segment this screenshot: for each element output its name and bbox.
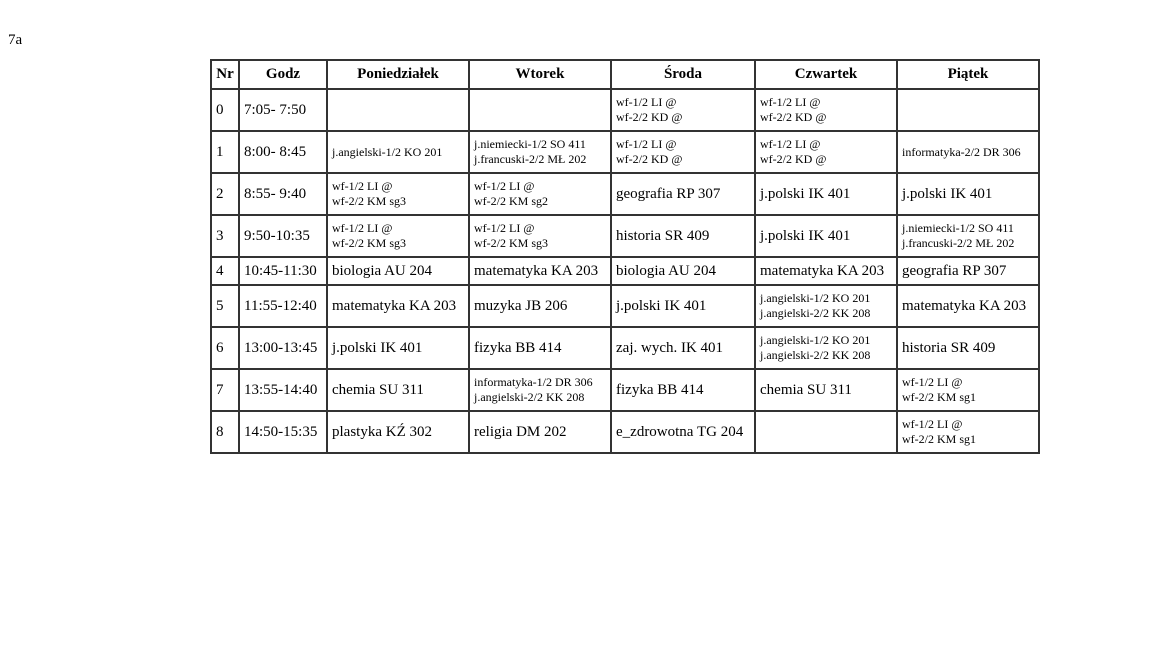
- table-row: [211, 215, 1039, 257]
- lesson-entry: j.francuski-2/2 MŁ 202: [902, 236, 1015, 250]
- lesson-time: 7:05- 7:50: [239, 89, 327, 131]
- lesson-entry: j.polski IK 401: [332, 339, 423, 356]
- lesson-cell-thursday: [755, 285, 897, 327]
- class-title: 7a: [8, 32, 23, 48]
- lesson-cell-monday: [327, 173, 469, 215]
- lesson-cell-thursday: [755, 173, 897, 215]
- header-monday: Poniedziałek: [327, 60, 469, 89]
- lesson-entry: wf-1/2 LI @: [474, 179, 535, 193]
- lesson-cell-thursday: [755, 131, 897, 173]
- lesson-entry: muzyka JB 206: [474, 297, 568, 314]
- lesson-entry: geografia RP 307: [902, 262, 1007, 279]
- header-nr: Nr: [211, 60, 239, 89]
- lesson-entry: wf-1/2 LI @: [902, 375, 963, 389]
- table-row: [211, 89, 1039, 131]
- lesson-number: 4: [211, 257, 239, 285]
- lesson-time: 13:00-13:45: [239, 327, 327, 369]
- lesson-entry: j.niemiecki-1/2 SO 411: [902, 221, 1014, 235]
- lesson-cell-friday: [897, 411, 1039, 453]
- lesson-time: 10:45-11:30: [239, 257, 327, 285]
- lesson-entry: e_zdrowotna TG 204: [616, 423, 744, 440]
- lesson-cell-friday: [897, 257, 1039, 285]
- lesson-time: 8:55- 9:40: [239, 173, 327, 215]
- lesson-cell-tuesday: [469, 257, 611, 285]
- lesson-cell-thursday: [755, 411, 897, 453]
- lesson-cell-wednesday: [611, 257, 755, 285]
- lesson-cell-thursday: [755, 215, 897, 257]
- lesson-entry: matematyka KA 203: [474, 262, 599, 279]
- lesson-number: 2: [211, 173, 239, 215]
- lesson-cell-wednesday: [611, 285, 755, 327]
- lesson-cell-tuesday: [469, 327, 611, 369]
- lesson-time: 8:00- 8:45: [239, 131, 327, 173]
- lesson-cell-monday: [327, 131, 469, 173]
- lesson-cell-friday: [897, 131, 1039, 173]
- lesson-entry: wf-1/2 LI @: [616, 137, 677, 151]
- lesson-entry: wf-2/2 KD @: [616, 110, 683, 124]
- lesson-cell-monday: [327, 215, 469, 257]
- header-tuesday: Wtorek: [469, 60, 611, 89]
- lesson-entry: biologia AU 204: [332, 262, 432, 279]
- lesson-entry: wf-2/2 KM sg3: [332, 236, 406, 250]
- lesson-cell-thursday: [755, 327, 897, 369]
- lesson-cell-monday: [327, 257, 469, 285]
- lesson-entry: chemia SU 311: [760, 381, 852, 398]
- lesson-entry: biologia AU 204: [616, 262, 716, 279]
- lesson-cell-thursday: [755, 257, 897, 285]
- header-wednesday: Środa: [611, 60, 755, 89]
- lesson-entry: wf-1/2 LI @: [616, 95, 677, 109]
- lesson-entry: wf-2/2 KM sg2: [474, 194, 548, 208]
- lesson-entry: wf-2/2 KD @: [760, 110, 827, 124]
- lesson-cell-tuesday: [469, 89, 611, 131]
- lesson-cell-wednesday: [611, 131, 755, 173]
- lesson-entry: j.polski IK 401: [760, 227, 851, 244]
- lesson-number: 1: [211, 131, 239, 173]
- lesson-cell-wednesday: [611, 89, 755, 131]
- lesson-entry: wf-1/2 LI @: [474, 221, 535, 235]
- lesson-cell-tuesday: [469, 411, 611, 453]
- lesson-number: 7: [211, 369, 239, 411]
- lesson-number: 0: [211, 89, 239, 131]
- lesson-entry: plastyka KŹ 302: [332, 423, 432, 440]
- table-row: [211, 131, 1039, 173]
- lesson-entry: j.polski IK 401: [760, 185, 851, 202]
- lesson-cell-friday: [897, 327, 1039, 369]
- lesson-entry: j.angielski-1/2 KO 201: [332, 144, 443, 159]
- lesson-cell-thursday: [755, 369, 897, 411]
- lesson-entry: j.polski IK 401: [902, 185, 993, 202]
- lesson-cell-wednesday: [611, 411, 755, 453]
- lesson-time: 13:55-14:40: [239, 369, 327, 411]
- lesson-entry: j.angielski-1/2 KO 201: [760, 333, 871, 347]
- lesson-entry: j.angielski-1/2 KO 201: [760, 291, 871, 305]
- lesson-entry: informatyka-2/2 DR 306: [902, 144, 1021, 159]
- lesson-entry: j.polski IK 401: [616, 297, 707, 314]
- lesson-number: 3: [211, 215, 239, 257]
- lesson-cell-tuesday: [469, 131, 611, 173]
- lesson-entry: wf-2/2 KM sg1: [902, 390, 976, 404]
- table-row: [211, 285, 1039, 327]
- lesson-entry: informatyka-1/2 DR 306: [474, 375, 593, 389]
- lesson-cell-tuesday: [469, 285, 611, 327]
- lesson-cell-monday: [327, 327, 469, 369]
- lesson-cell-friday: [897, 89, 1039, 131]
- table-row: [211, 257, 1039, 285]
- lesson-entry: wf-2/2 KM sg3: [332, 194, 406, 208]
- lesson-cell-friday: [897, 173, 1039, 215]
- header-thursday: Czwartek: [755, 60, 897, 89]
- lesson-cell-friday: [897, 285, 1039, 327]
- lesson-entry: j.angielski-2/2 KK 208: [760, 306, 871, 320]
- lesson-entry: j.niemiecki-1/2 SO 411: [474, 137, 586, 151]
- lesson-entry: j.francuski-2/2 MŁ 202: [474, 152, 587, 166]
- lesson-time: 14:50-15:35: [239, 411, 327, 453]
- lesson-entry: matematyka KA 203: [332, 297, 457, 314]
- lesson-time: 9:50-10:35: [239, 215, 327, 257]
- lesson-entry: j.angielski-2/2 KK 208: [474, 390, 585, 404]
- lesson-entry: zaj. wych. IK 401: [616, 339, 724, 356]
- lesson-number: 5: [211, 285, 239, 327]
- lesson-entry: fizyka BB 414: [616, 381, 704, 398]
- lesson-entry: wf-1/2 LI @: [760, 95, 821, 109]
- lesson-entry: wf-2/2 KD @: [760, 152, 827, 166]
- lesson-entry: wf-2/2 KD @: [616, 152, 683, 166]
- lesson-cell-tuesday: [469, 173, 611, 215]
- lesson-cell-tuesday: [469, 369, 611, 411]
- table-row: [211, 369, 1039, 411]
- lesson-entry: historia SR 409: [616, 227, 710, 244]
- lesson-cell-wednesday: [611, 369, 755, 411]
- lesson-entry: geografia RP 307: [616, 185, 721, 202]
- lesson-entry: matematyka KA 203: [902, 297, 1027, 314]
- timetable: [210, 59, 1040, 454]
- lesson-entry: wf-1/2 LI @: [332, 179, 393, 193]
- lesson-entry: matematyka KA 203: [760, 262, 885, 279]
- lesson-entry: wf-1/2 LI @: [760, 137, 821, 151]
- lesson-cell-monday: [327, 411, 469, 453]
- header-row: [211, 60, 1039, 89]
- lesson-cell-tuesday: [469, 215, 611, 257]
- lesson-cell-wednesday: [611, 327, 755, 369]
- lesson-entry: j.angielski-2/2 KK 208: [760, 348, 871, 362]
- lesson-cell-monday: [327, 89, 469, 131]
- lesson-cell-monday: [327, 369, 469, 411]
- lesson-entry: historia SR 409: [902, 339, 996, 356]
- timetable-body: [211, 89, 1039, 453]
- lesson-entry: wf-1/2 LI @: [332, 221, 393, 235]
- lesson-cell-friday: [897, 215, 1039, 257]
- lesson-number: 8: [211, 411, 239, 453]
- table-row: [211, 327, 1039, 369]
- lesson-entry: wf-2/2 KM sg3: [474, 236, 548, 250]
- header-godz: Godz: [239, 60, 327, 89]
- lesson-cell-wednesday: [611, 215, 755, 257]
- lesson-entry: wf-2/2 KM sg1: [902, 432, 976, 446]
- lesson-cell-friday: [897, 369, 1039, 411]
- lesson-entry: fizyka BB 414: [474, 339, 562, 356]
- lesson-entry: chemia SU 311: [332, 381, 424, 398]
- lesson-time: 11:55-12:40: [239, 285, 327, 327]
- lesson-cell-monday: [327, 285, 469, 327]
- table-row: [211, 411, 1039, 453]
- lesson-cell-wednesday: [611, 173, 755, 215]
- header-friday: Piątek: [897, 60, 1039, 89]
- lesson-entry: religia DM 202: [474, 423, 567, 440]
- lesson-entry: wf-1/2 LI @: [902, 417, 963, 431]
- table-row: [211, 173, 1039, 215]
- lesson-cell-thursday: [755, 89, 897, 131]
- lesson-number: 6: [211, 327, 239, 369]
